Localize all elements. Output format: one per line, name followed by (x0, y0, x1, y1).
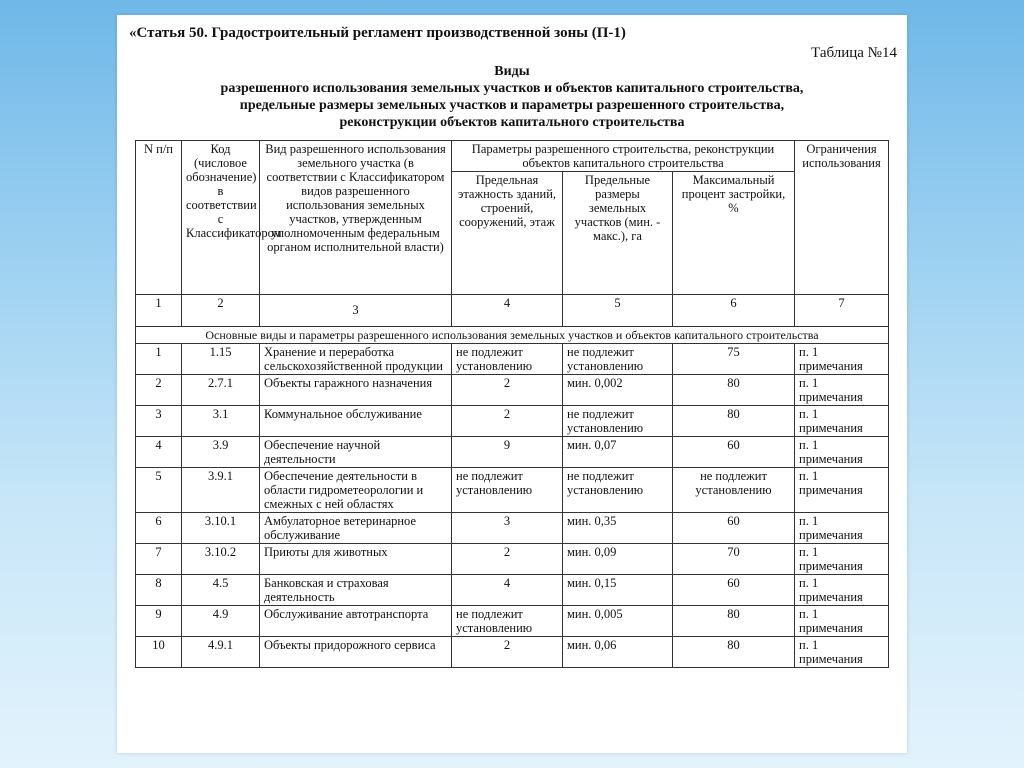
header-coverage: Максимальный процент застройки, % (673, 172, 795, 295)
cell-note: п. 1 примечания (795, 344, 889, 375)
section-row (136, 327, 889, 344)
cell-note: п. 1 примечания (795, 637, 889, 668)
cell-code: 3.1 (182, 406, 260, 437)
cell-coverage: 60 (673, 437, 795, 468)
cell-num: 1 (136, 344, 182, 375)
article-title: «Статья 50. Градостроительный регламент производственной зоны (П-1) (129, 25, 626, 41)
table-row (136, 344, 889, 375)
cell-num: 9 (136, 606, 182, 637)
cell-num: 10 (136, 637, 182, 668)
cell-note: п. 1 примечания (795, 437, 889, 468)
cell-note: п. 1 примечания (795, 544, 889, 575)
cell-kind: Коммунальное обслуживание (260, 406, 452, 437)
header-floors: Предельная этажность зданий, строений, сооружений, этаж (452, 172, 563, 295)
cell-code: 3.9.1 (182, 468, 260, 513)
table-row (136, 637, 889, 668)
cell-size: не подлежит установлению (563, 468, 673, 513)
cell-kind: Обслуживание автотранспорта (260, 606, 452, 637)
regulations-table (135, 140, 889, 668)
table-heading (137, 63, 887, 131)
cell-floors: не подлежит установлению (452, 468, 563, 513)
cell-coverage: 75 (673, 344, 795, 375)
header-row (136, 141, 889, 172)
header-kind: Вид разрешенного использования земельного участка (в соответствии с Классификатором видов разрешенного использования земельных участков, утвержденным уполномоченным федеральным органом исполнительной власти) (260, 141, 452, 295)
cell-code: 3.9 (182, 437, 260, 468)
cell-coverage: 80 (673, 375, 795, 406)
cell-coverage: 80 (673, 606, 795, 637)
cell-floors: не подлежит установлению (452, 344, 563, 375)
cell-kind: Обеспечение деятельности в области гидрометеорологии и смежных с ней областях (260, 468, 452, 513)
cell-kind: Объекты гаражного назначения (260, 375, 452, 406)
cell-num: 2 (136, 375, 182, 406)
cell-size: мин. 0,15 (563, 575, 673, 606)
cell-kind: Хранение и переработка сельскохозяйственной продукции (260, 344, 452, 375)
cell-floors: 4 (452, 575, 563, 606)
table-row (136, 406, 889, 437)
cell-size: мин. 0,002 (563, 375, 673, 406)
table-row (136, 375, 889, 406)
cell-num: 8 (136, 575, 182, 606)
cell-size: не подлежит установлению (563, 344, 673, 375)
header-code: Код (числовое обозначение) в соответствии с Классификатором (182, 141, 260, 295)
cell-coverage: не подлежит установлению (673, 468, 795, 513)
column-number: 3 (260, 295, 452, 327)
heading-line-3: предельные размеры земельных участков и параметры разрешенного строительства, (239, 98, 785, 113)
column-number: 4 (452, 295, 563, 327)
cell-size: мин. 0,005 (563, 606, 673, 637)
cell-code: 4.9.1 (182, 637, 260, 668)
heading-line-1: Виды (494, 64, 530, 79)
cell-size: мин. 0,06 (563, 637, 673, 668)
cell-floors: 3 (452, 513, 563, 544)
cell-coverage: 70 (673, 544, 795, 575)
header-sizes: Предельные размеры земельных участков (мин. - макс.), га (563, 172, 673, 295)
header-restrictions: Ограничения использования (795, 141, 889, 295)
table-number: Таблица №14 (811, 45, 897, 61)
cell-coverage: 80 (673, 406, 795, 437)
cell-num: 3 (136, 406, 182, 437)
column-number: 1 (136, 295, 182, 327)
column-number: 5 (563, 295, 673, 327)
cell-kind: Амбулаторное ветеринарное обслуживание (260, 513, 452, 544)
section-title: Основные виды и параметры разрешенного использования земельных участков и объектов капитального строительства (136, 327, 889, 344)
cell-code: 1.15 (182, 344, 260, 375)
table-row (136, 575, 889, 606)
cell-floors: 2 (452, 544, 563, 575)
cell-kind: Обеспечение научной деятельности (260, 437, 452, 468)
cell-floors: 2 (452, 406, 563, 437)
cell-coverage: 80 (673, 637, 795, 668)
cell-code: 2.7.1 (182, 375, 260, 406)
cell-code: 3.10.1 (182, 513, 260, 544)
column-number: 2 (182, 295, 260, 327)
heading-line-2: разрешенного использования земельных участков и объектов капитального строительства, (220, 81, 804, 96)
header-num: N п/п (136, 141, 182, 295)
table-row (136, 513, 889, 544)
cell-coverage: 60 (673, 513, 795, 544)
cell-size: мин. 0,35 (563, 513, 673, 544)
cell-size: мин. 0,09 (563, 544, 673, 575)
table-row (136, 468, 889, 513)
cell-floors: 2 (452, 637, 563, 668)
cell-code: 3.10.2 (182, 544, 260, 575)
cell-kind: Приюты для животных (260, 544, 452, 575)
cell-num: 4 (136, 437, 182, 468)
table-row (136, 437, 889, 468)
document-page (117, 15, 907, 753)
table-row (136, 544, 889, 575)
cell-num: 6 (136, 513, 182, 544)
column-number: 6 (673, 295, 795, 327)
cell-num: 7 (136, 544, 182, 575)
cell-coverage: 60 (673, 575, 795, 606)
cell-kind: Объекты придорожного сервиса (260, 637, 452, 668)
cell-note: п. 1 примечания (795, 468, 889, 513)
heading-line-4: реконструкции объектов капитального строительства (339, 115, 685, 130)
header-params: Параметры разрешенного строительства, реконструкции объектов капитального строительства (452, 141, 795, 172)
cell-note: п. 1 примечания (795, 406, 889, 437)
column-number: 7 (795, 295, 889, 327)
cell-note: п. 1 примечания (795, 513, 889, 544)
cell-floors: 2 (452, 375, 563, 406)
cell-kind: Банковская и страховая деятельность (260, 575, 452, 606)
cell-note: п. 1 примечания (795, 575, 889, 606)
cell-code: 4.9 (182, 606, 260, 637)
cell-size: не подлежит установлению (563, 406, 673, 437)
cell-code: 4.5 (182, 575, 260, 606)
cell-num: 5 (136, 468, 182, 513)
column-numbers-row (136, 295, 889, 327)
cell-floors: не подлежит установлению (452, 606, 563, 637)
table-row (136, 606, 889, 637)
cell-note: п. 1 примечания (795, 375, 889, 406)
cell-floors: 9 (452, 437, 563, 468)
cell-note: п. 1 примечания (795, 606, 889, 637)
cell-size: мин. 0,07 (563, 437, 673, 468)
